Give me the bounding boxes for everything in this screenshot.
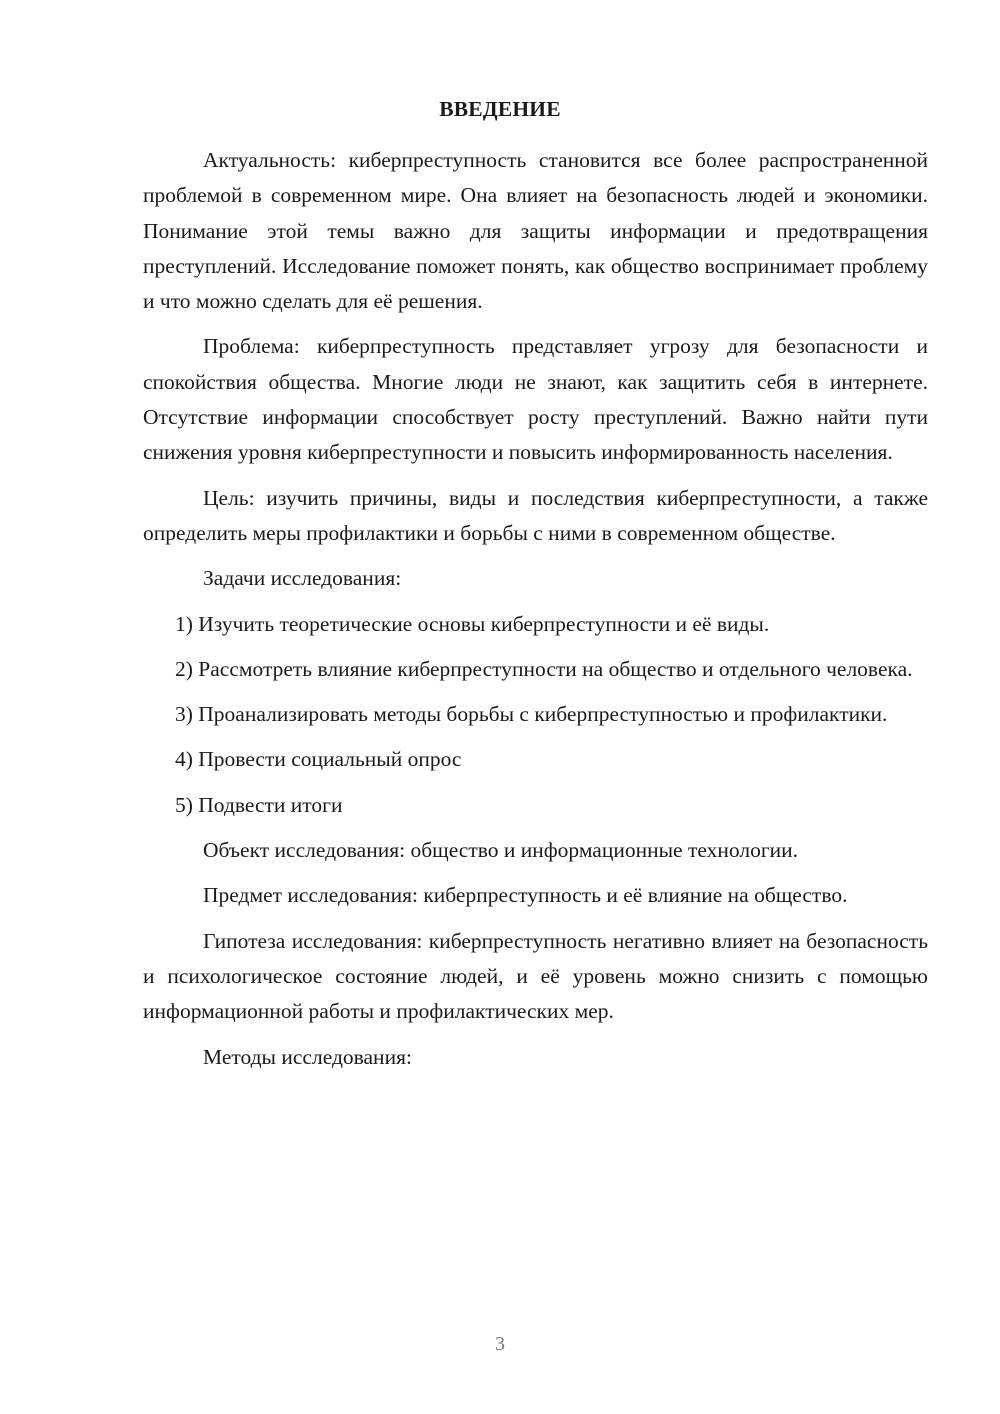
- task-item: 4) Провести социальный опрос: [175, 747, 462, 772]
- paragraph-object: Объект исследования: общество и информационные технологии.: [203, 838, 799, 863]
- document-body: [143, 143, 928, 1085]
- task-item: 5) Подвести итоги: [175, 792, 343, 817]
- page-number: 3: [495, 1333, 505, 1355]
- paragraph-goal: Цель: изучить причины, виды и последствия киберпреступности, а также определить меры профилактики и борьбы с ними в современном обществе.: [143, 485, 928, 545]
- page-title: ВВЕДЕНИЕ: [439, 97, 561, 121]
- paragraph-methods: Методы исследования:: [203, 1044, 412, 1069]
- paragraph-problem: Проблема: киберпреступность представляет угрозу для безопасности и спокойствия общества. Многие люди не знают, как защитить себя в интернете. Отсутствие информации способствует росту преступлений. Важно найти пути снижения уровня киберпреступности и повысить информированность населения.: [143, 334, 928, 465]
- paragraph-subject: Предмет исследования: киберпреступность и её влияние на общество.: [203, 883, 848, 908]
- task-item: 2) Рассмотреть влияние киберпреступности на общество и отдельного человека.: [175, 656, 913, 681]
- task-item: 1) Изучить теоретические основы киберпреступности и её виды.: [175, 611, 770, 636]
- paragraph-hypothesis: Гипотеза исследования: киберпреступность негативно влияет на безопасность и психологическое состояние людей, и её уровень можно снизить с помощью информационной работы и профилактических мер.: [143, 928, 928, 1024]
- task-item: 3) Проанализировать методы борьбы с киберпреступностью и профилактики.: [175, 702, 888, 727]
- paragraph-relevance: Актуальность: киберпреступность становится все более распространенной проблемой в современном мире. Она влияет на безопасность людей и экономики. Понимание этой темы важно для защиты информации и предотвращения преступлений. Исследование поможет понять, как общество воспринимает проблему и что можно сделать для её решения.: [143, 148, 928, 314]
- paragraph-tasks-heading: Задачи исследования:: [203, 566, 402, 591]
